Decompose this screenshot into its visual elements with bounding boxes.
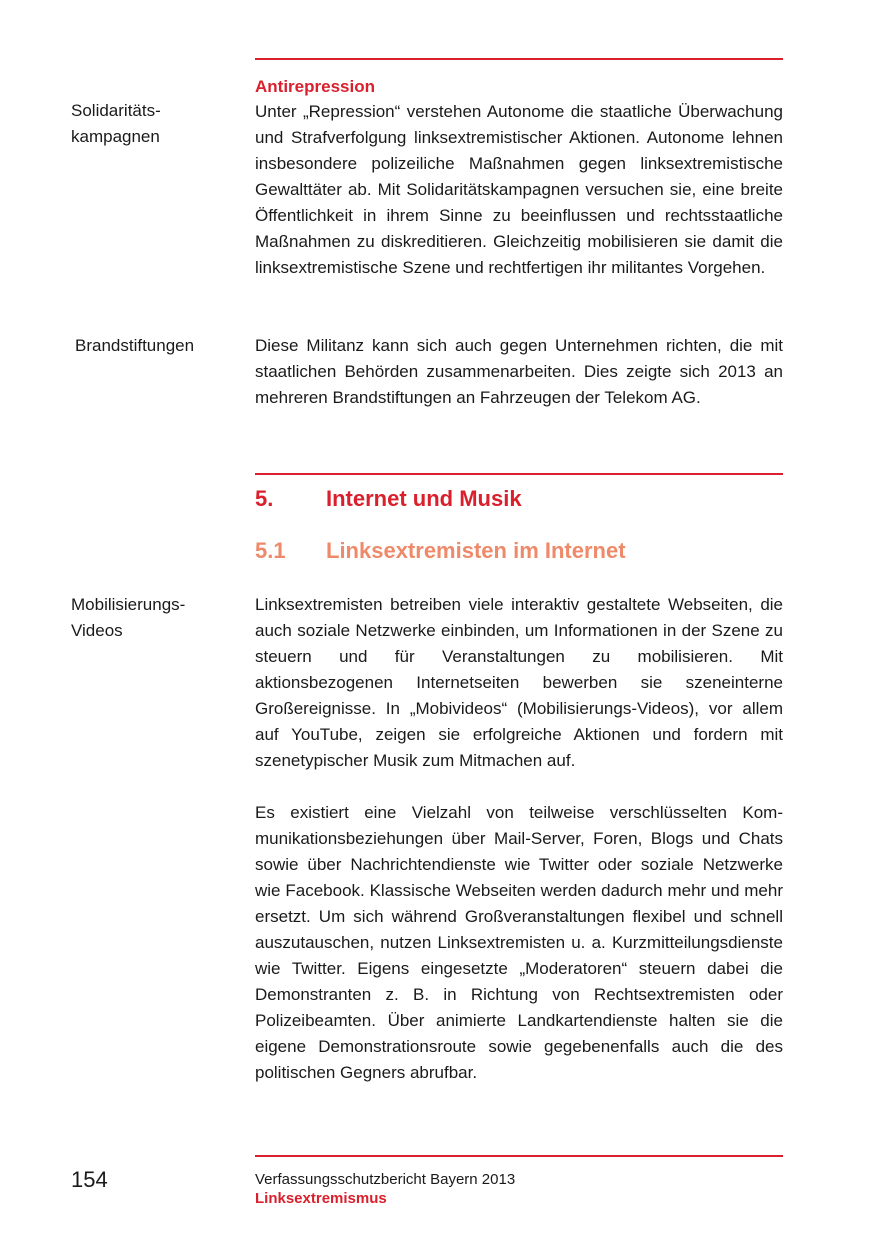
brandstiftungen-paragraph: Diese Militanz kann sich auch gegen Unternehmen richten, die mit staatlichen Behörden zusammenarbeiten. Dies zeigte sich 2013 an mehreren Brandstiftungen an Fahrzeugen der Telekom AG. bbox=[255, 336, 783, 407]
page-number: 154 bbox=[71, 1167, 108, 1192]
margin-note-line: Mobilisierungs- bbox=[71, 595, 186, 614]
chapter-heading bbox=[255, 485, 522, 513]
antirepression-subheading: Antirepression bbox=[255, 77, 375, 96]
margin-note-brandstiftungen: Brandstiftungen bbox=[75, 336, 195, 355]
margin-note-line: Videos bbox=[71, 621, 123, 640]
chapter-heading-number: 5. bbox=[255, 486, 274, 511]
videos-paragraph-block-2 bbox=[255, 800, 783, 1086]
section-heading-number: 5.1 bbox=[255, 538, 286, 563]
section-heading-title: Linksextremisten im Internet bbox=[326, 538, 626, 563]
chapter-heading-title: Internet und Musik bbox=[326, 486, 522, 511]
margin-note-line: Solidaritäts- bbox=[71, 101, 161, 120]
margin-note-mobilisierungs-videos bbox=[71, 592, 241, 644]
brandstiftungen-paragraph-block bbox=[255, 333, 783, 411]
videos-paragraph-2: Es existiert eine Vielzahl von teilweise verschlüsselten Kommunikationsbeziehungen über Mail-Server, Foren, Blogs und Chats sowie über Nachrichtendienste wie Twitter oder soziale Netzwerke wie Facebook. Klassische Webseiten werden dadurch mehr und mehr ersetzt. Um sich während Großveranstaltungen flexibel und schnell auszutauschen, nutzen Linksextremisten u. a. Kurzmitteilungsdienste wie Twitter. Eigens eingesetzte „Moderatoren“ steuern dabei die Demonstranten z. B. in Richtung von Rechtsextremisten oder Polizeibeamten. Über animierte Landkartendienste halten sie die eigene Demonstrationsroute sowie gegebenenfalls auch die des politischen Gegners abrufbar. bbox=[255, 803, 783, 1082]
antirepression-paragraph-block bbox=[255, 99, 783, 281]
videos-paragraph-1: Linksextremisten betreiben viele interaktiv gestaltete Webseiten, die auch soziale Netzwerke einbinden, um Informationen in der Szene zu steuern und für Veranstaltungen zu mobilisieren. Mit aktionsbezogenen Internetseiten bewerben sie szeneinterne Großereignisse. In „Mobivideos“ (Mobilisierungs-Videos), vor allem auf YouTube, zeigen sie erfolgreiche Aktionen und fordern mit szenetypischer Musik zum Mitmachen auf. bbox=[255, 595, 783, 770]
footer-divider bbox=[255, 1155, 783, 1157]
section-heading bbox=[255, 537, 626, 565]
top-divider bbox=[255, 58, 783, 60]
margin-note-line: kampagnen bbox=[71, 127, 160, 146]
footer-publication-title: Verfassungsschutzbericht Bayern 2013 bbox=[255, 1171, 516, 1188]
antirepression-paragraph: Unter „Repression“ verstehen Autonome die staatliche Überwachung und Strafverfolgung linksextremistischer Aktionen. Autonome lehnen insbesondere polizeiliche Maßnahmen gegen linksextremistische Gewalttäter ab. Mit Solidaritätskampagnen versuchen sie, eine breite Öffentlichkeit in ihrem Sinne zu beeinflussen und rechtsstaatliche Maßnahmen zu diskreditieren. Gleichzeitig mobilisieren sie damit die linksextremistische Szene und rechtfertigen ihr militantes Vorgehen. bbox=[255, 102, 783, 277]
section-divider bbox=[255, 473, 783, 475]
margin-note-solidaritaetskampagnen bbox=[71, 98, 241, 150]
footer-chapter: Linksextremismus bbox=[255, 1190, 387, 1207]
videos-paragraph-block-1 bbox=[255, 592, 783, 774]
